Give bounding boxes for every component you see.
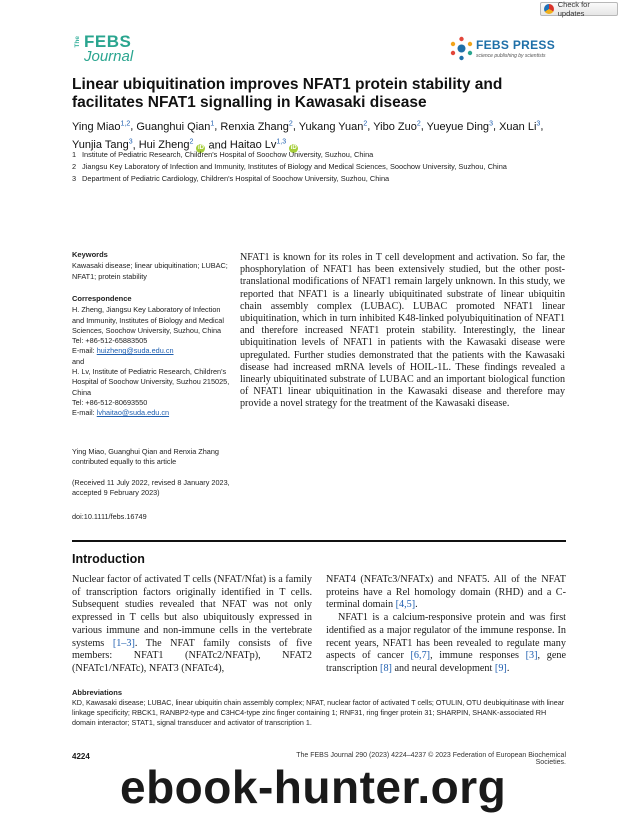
author[interactable]: Haitao Lv$^{1,3}$: [229, 138, 287, 152]
keywords-heading: Keywords: [72, 250, 108, 259]
author[interactable]: Yueyue Ding$^3$: [426, 120, 493, 133]
abbreviations-text: KD, Kawasaki disease; LUBAC, linear ubiquitin chain assembly complex; NFAT, nuclear factor of activated T cells; OTULIN, OTU deubiquitinase with linear linkage specificity; RBCK1, RANBP2-type and C3HC4-type zinc finger containing 1; RNF31, ring finger protein 31; SHARPIN, SHANK-associated RH domain interactor; STAT1, signal transducer and activator of transcription 1.: [72, 698, 565, 727]
affiliation: 1 Institute of Pediatric Research, Children's Hospital of Soochow University, Suzhou, China: [72, 150, 374, 159]
received-dates: (Received 11 July 2022, revised 8 January 2023, accepted 9 February 2023): [72, 478, 230, 498]
watermark: ebook-hunter.org: [120, 761, 507, 813]
author[interactable]: Hui Zheng$^2$: [138, 138, 194, 152]
article-title: Linear ubiquitination improves NFAT1 protein stability and facilitates NFAT1 signalling in Kawasaki disease: [72, 76, 503, 111]
abbreviations-heading: Abbreviations: [72, 688, 123, 697]
febs-press-logo: FEBS PRESS science publishing by scientists: [449, 36, 559, 66]
author[interactable]: Ying Miao$^{1,2}$: [72, 120, 131, 133]
page-number: 4224: [72, 752, 90, 761]
author[interactable]: Renxia Zhang$^2$: [220, 120, 293, 133]
orcid-icon[interactable]: iD: [197, 145, 204, 152]
email-link[interactable]: lvhaitao@suda.edu.cn: [96, 408, 170, 418]
author[interactable]: Xuan Li$^3$: [499, 120, 541, 133]
citation-link[interactable]: [8]: [380, 662, 392, 674]
febs-journal-logo: The FEBS Journal: [74, 32, 134, 65]
orcid-icon[interactable]: iD: [290, 145, 297, 152]
citation-link[interactable]: [9]: [494, 662, 507, 674]
crossmark-icon: [544, 4, 554, 14]
author[interactable]: Guanghui Qian$^1$: [136, 120, 215, 133]
journal-footer: The FEBS Journal 290 (2023) 4224–4237 © 2023 Federation of European Biochemical Societies.: [296, 752, 566, 766]
abstract: NFAT1 is known for its roles in T cell development and activation. So far, the phosphorylation of NFAT1 has been extensively studied, but the other post-translational modifications of NFAT1 remain largely unknown. In this study, we reported that NFAT1 is a linearly ubiquitinated substrate of linear ubiquitin chain assembly complex (LUBAC). LUBAC promoted NFAT1 linear ubiquitination, which in turn inhibited K48-linked polyubiquitination of NFAT1 and therefore increased NFAT1 protein stability. Interestingly, the linear ubiquitination levels of NFAT1 in patients with the Kawasaki disease were upregulated. Further studies demonstrated that the patients with the Kawasaki disease had increased mRNA levels of HOIL-1L. These findings revealed a linearly ubiquitinated substrate of LUBAC and an important biological function of NFAT1 linear ubiquitination in the Kawasaki disease and therefore may provide a novel strategy for the treatment of the Kawasaki disease.: [240, 252, 565, 410]
intro-right-column: NFAT4 (NFATc3/NFATx) and NFAT5. All of the NFAT proteins have a Rel homology domain (RHD) and a C-terminal domain [4,5]. NFAT1 is a calcium-responsive protein and was first identified as a major regulator of the immune response. In recent years, NFAT1 has been revealed to regulate many aspects of cancer [6,7], immune responses [3], gene transcription [8] and neural development [9].: [326, 574, 567, 674]
check-for-updates-label: Check for updates: [557, 0, 590, 18]
febs-press-dots-icon: [449, 36, 474, 61]
introduction-heading: Introduction: [72, 552, 145, 566]
author-list: Ying Miao$^{1,2}$, Guanghui Qian$^1$, Renxia Zhang$^2$, Yukang Yuan$^2$, Yibo Zuo$^2$, Yueyue Ding$^3$, Xuan Li$^3$, Yunjia Tang$^3$, Hui Zheng$^2$ iD and Haitao Lv$^{1,3}$ iD: [72, 120, 544, 152]
keywords-block: [72, 250, 232, 282]
citation-link[interactable]: [6,7]: [410, 650, 431, 662]
author[interactable]: Yunjia Tang$^3$: [72, 138, 133, 152]
correspondence-block: Correspondence H. Zheng, Jiangsu Key Laboratory of Infection and Immunity, Institutes of Biology and Medical Sciences, Soochow University, Suzhou, China Tel: +86-512-65883505 E-mail: huizheng@suda.edu.cn and H. Lv, Institute of Pediatric Research, Children's Hospital of Soochow University, Suzhou 215025, China Tel: +86-512-80693550 E-mail: lvhaitao@suda.edu.cn: [72, 294, 232, 419]
abbreviations-block: [72, 688, 566, 728]
author[interactable]: Yibo Zuo$^2$: [373, 120, 421, 133]
affiliation: 2 Jiangsu Key Laboratory of Infection and Immunity, Institutes of Biology and Medical Sciences, Soochow University, Suzhou, China: [72, 162, 507, 171]
affiliation: 3 Department of Pediatric Cardiology, Children's Hospital of Soochow University, Suzhou, China: [72, 174, 390, 183]
contribution-note: Ying Miao, Guanghui Qian and Renxia Zhang contributed equally to this article: [72, 447, 219, 467]
citation-link[interactable]: [4,5]: [395, 599, 416, 611]
intro-left-column: Nuclear factor of activated T cells (NFAT/Nfat) is a family of transcription factors originally identified in T cells. Subsequent studies revealed that NFAT was not only expressed in T cells but also ubiquitously expressed in various immune and non-immune cells in the vertebrate systems [1–3]. The NFAT family consists of five members: NFAT1 (NFATc2/NFATp), NFAT2 (NFATc1/NFATc), NFAT3 (NFATc4),: [72, 574, 313, 674]
doi[interactable]: doi:10.1111/febs.16749: [72, 512, 147, 521]
email-link[interactable]: huizheng@suda.edu.cn: [96, 346, 174, 356]
keywords-text: Kawasaki disease; linear ubiquitination; LUBAC; NFAT1; protein stability: [72, 261, 228, 281]
section-divider: [72, 540, 566, 542]
correspondence-heading: Correspondence: [72, 294, 132, 303]
check-for-updates-button[interactable]: [540, 2, 618, 16]
citation-link[interactable]: [1–3]: [112, 637, 135, 649]
author[interactable]: Yukang Yuan$^2$: [298, 120, 368, 133]
citation-link[interactable]: [3]: [525, 650, 538, 662]
